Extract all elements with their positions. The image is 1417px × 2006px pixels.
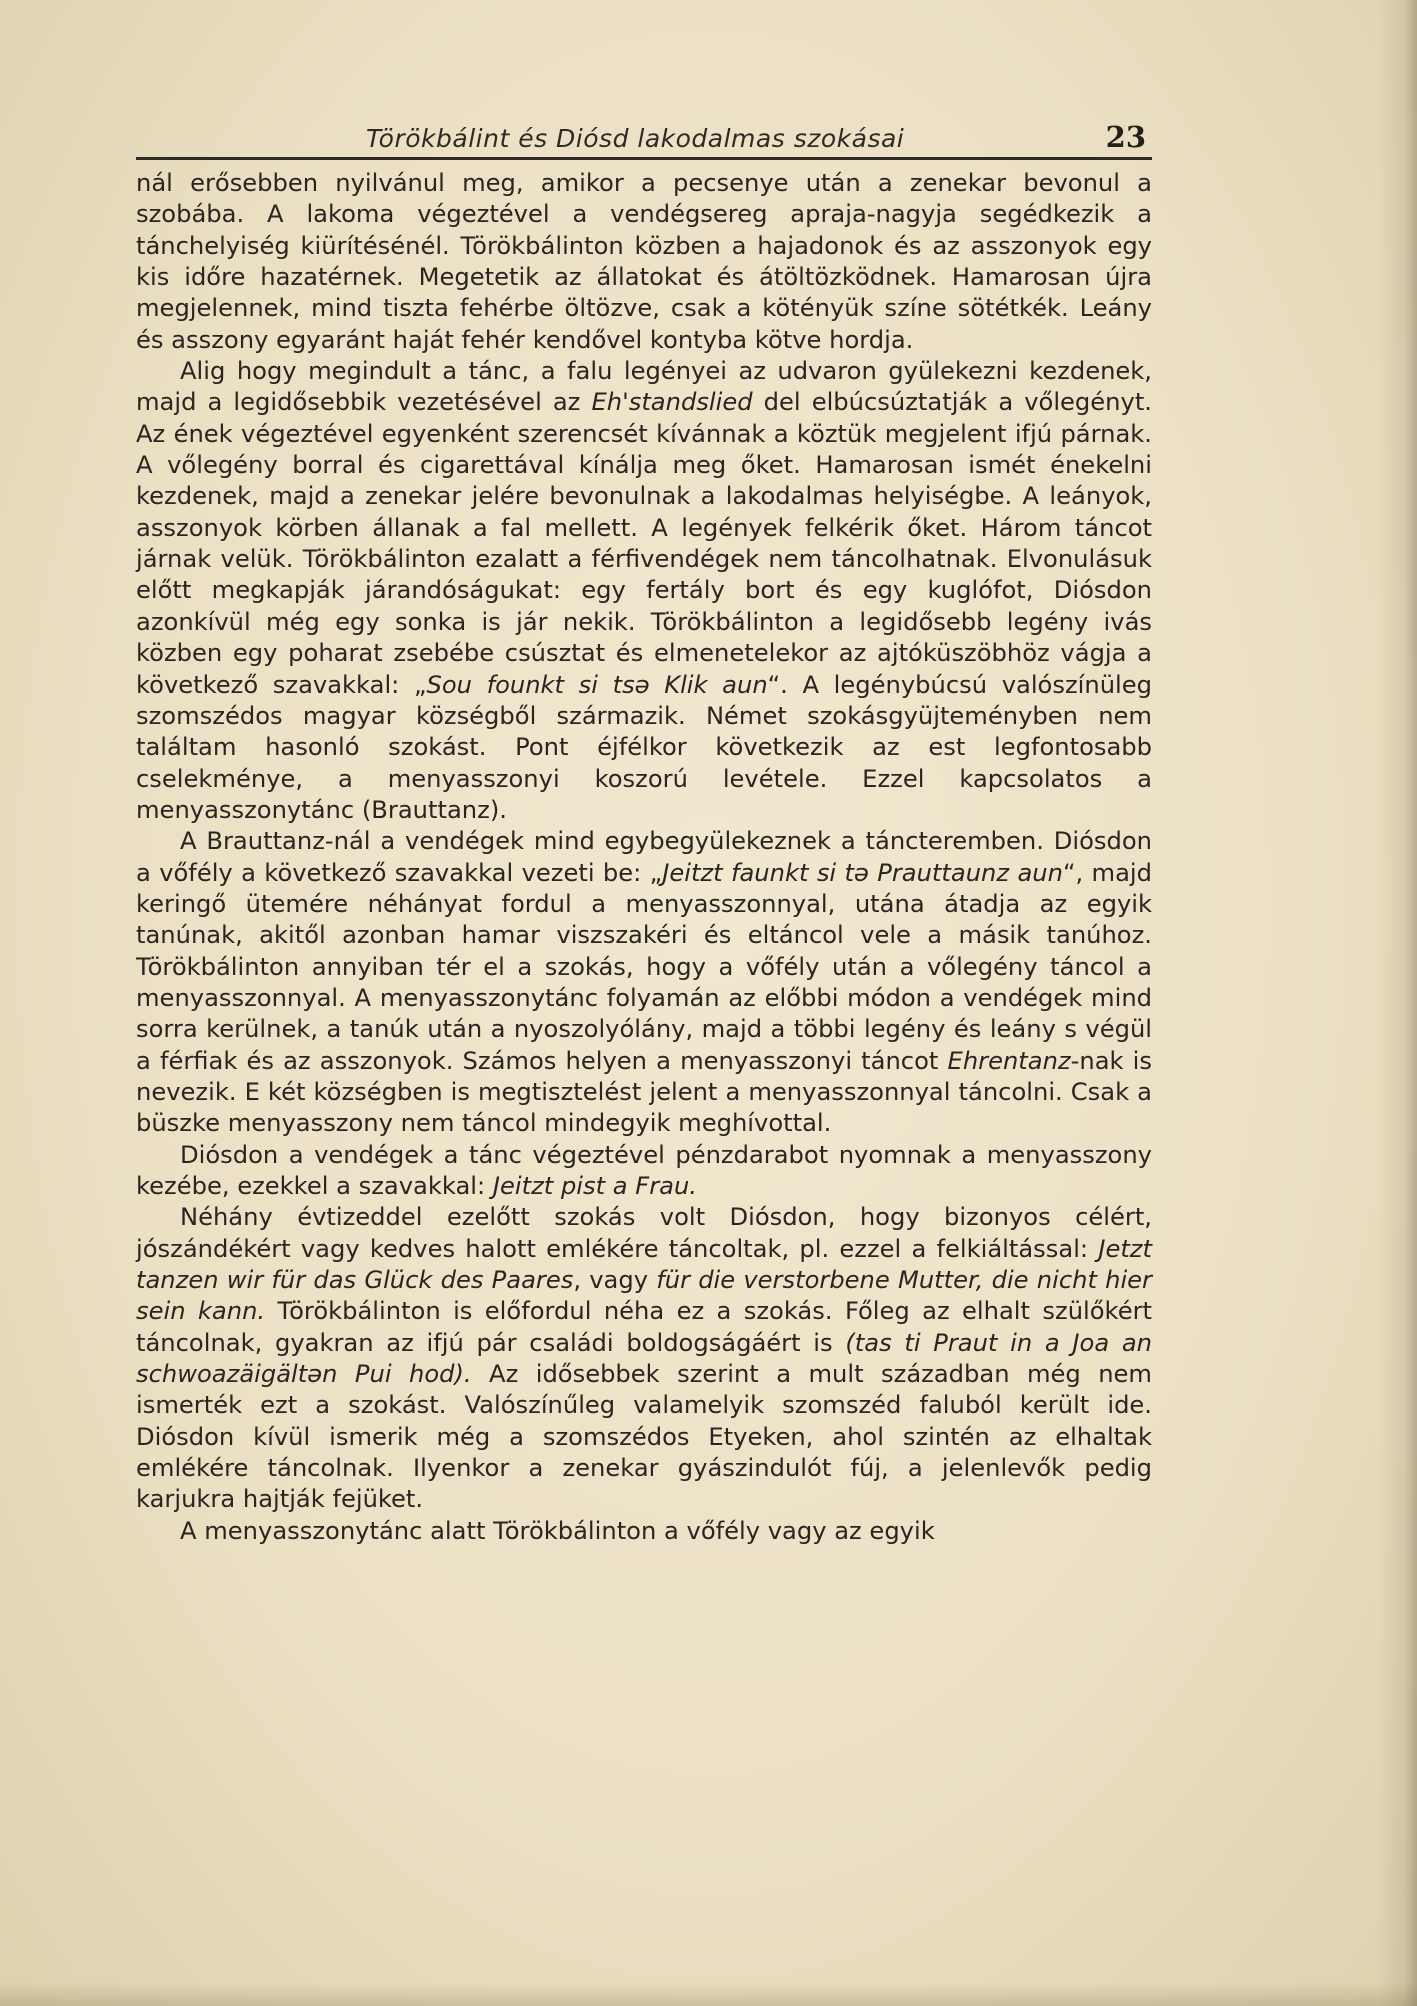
italic-phrase: für die verstorbene Mutter, die nicht hier sein kann. [136, 1266, 1152, 1326]
italic-phrase: Jeitzt pist a Frau. [492, 1172, 698, 1200]
text-run: Néhány évtizeddel ezelőtt szokás volt Diósdon, hogy bizonyos célért, jószándékért vagy kedves halott emlékére táncoltak, pl. ezzel a felkiáltással: [136, 1203, 1152, 1263]
paragraph [136, 356, 1152, 826]
paragraph [136, 168, 1152, 356]
paragraph [136, 1516, 1152, 1547]
text-run: -nak is nevezik. E két községben is megtisztelést jelent a menyasszonnyal táncolni. Csak a büszke menyasszony nem táncol mindegyik meghívottal. [136, 1046, 1152, 1138]
text-run: “. A legénybúcsú valószínüleg szomszédos magyar községből származik. Német szokásgyüjteményben nem találtam hasonló szokást. Pont éjfélkor következik az est legfontosabb cselekménye, a menyasszonyi koszorú levétele. Ezzel kapcsolatos a menyasszonytánc (Brauttanz). [136, 670, 1152, 824]
page-number: 23 [1105, 120, 1146, 154]
text-run: A menyasszonytánc alatt Törökbálinton a vőfély vagy az egyik [180, 1516, 935, 1545]
text-run: Törökbálinton is előfordul néha ez a szokás. Főleg az elhalt szülőkért táncolnak, gyakran az ifjú pár családi boldogságáért is [136, 1297, 1152, 1357]
paragraph [136, 1140, 1152, 1203]
paragraph [136, 826, 1152, 1139]
text-run: Az idősebbek szerint a mult században még nem ismerték ezt a szokást. Valószínűleg valamelyik szomszéd faluból került ide. Diósdon kívül ismerik még a szomszédos Etyeken, ahol szintén az elhaltak emlékére táncolnak. Ilyenkor a zenekar gyászindulót fúj, a jelenlevők pedig karjukra hajtják fejüket. [136, 1360, 1152, 1514]
italic-phrase: Jeitzt faunkt si tə Prauttaunz aun [662, 858, 1063, 887]
text-run: Alig hogy megindult a tánc, a falu legényei az udvaron gyülekezni kezdenek, majd a legidősebbik vezetésével az [136, 357, 1152, 417]
text-run: Diósdon a vendégek a tánc végeztével pénzdarabot nyomnak a menyasszony kezébe, ezekkel a szavakkal: [136, 1140, 1152, 1200]
page-header [136, 118, 1152, 160]
text-run: , vagy [573, 1266, 657, 1295]
italic-phrase: (tas ti Praut in a Joa an schwoazäigältən Pui hod). [136, 1328, 1152, 1389]
text-run: A Brauttanz-nál a vendégek mind egybegyülekeznek a táncteremben. Diósdon a vőfély a következő szavakkal vezeti be: „ [136, 827, 1152, 887]
italic-phrase: Ehrentanz [947, 1046, 1071, 1075]
italic-phrase: Sou founkt si tsə Klik aun [426, 670, 768, 699]
header-rule [136, 157, 1152, 160]
italic-phrase: Jetzt tanzen wir für das Glück des Paares [136, 1234, 1152, 1295]
paragraph [136, 1202, 1152, 1515]
running-title: Törökbálint és Diósd lakodalmas szokásai [366, 124, 905, 153]
text-run: nál erősebben nyilvánul meg, amikor a pecsenye után a zenekar bevonul a szobába. A lakoma végeztével a vendégsereg apraja-nagyja segédkezik a tánchelyiség kiürítésénél. Törökbálinton közben a hajadonok és az asszonyok egy kis időre hazatérnek. Megetetik az állatokat és átöltözködnek. Hamarosan újra megjelennek, mind tiszta fehérbe öltözve, csak a kötényük színe sötétkék. Leány és asszony egyaránt haját fehér kendővel kontyba kötve hordja. [136, 169, 1152, 354]
page-edge-shadow [1377, 0, 1417, 2006]
page-bottom-edge [0, 1982, 1417, 2006]
body-text [136, 168, 1152, 1547]
text-run: del elbúcsúztatják a vőlegényt. Az ének végeztével egyenként szerencsét kívánnak a köztük megjelent ifjú párnak. A vőlegény borral és cigarettával kínálja meg őket. Hamarosan ismét énekelni kezdenek, majd a zenekar jelére bevonulnak a lakodalmas helyiségbe. A leányok, asszonyok körben állanak a fal mellett. A legények felkérik őket. Három táncot járnak velük. Törökbálinton ezalatt a férfivendégek nem táncolhatnak. Elvonulásuk előtt megkapják járandóságukat: egy fertály bort és egy kuglófot, Diósdon azonkívül még egy sonka is jár nekik. Törökbálinton a legidősebb legény ivás közben egy poharat zsebébe csúsztat és elmenetelekor az ajtóküszöbhöz vágja a következő szavakkal: „ [136, 388, 1152, 699]
italic-phrase: Eh'standslied [591, 388, 753, 417]
text-run: “, majd keringő ütemére néhányat fordul a menyasszonnyal, utána átadja az egyik tanúnak, akitől azonban hamar viszszakéri és eltáncol vele a másik tanúhoz. Törökbálinton annyiban tér el a szokás, hogy a vőfély után a vőlegény táncol a menyasszonnyal. A menyasszonytánc folyamán az előbbi módon a vendégek mind sorra kerülnek, a tanúk után a nyoszolyólány, majd a többi legény és leány s végül a férfiak és az asszonyok. Számos helyen a menyasszonyi táncot [136, 858, 1152, 1075]
